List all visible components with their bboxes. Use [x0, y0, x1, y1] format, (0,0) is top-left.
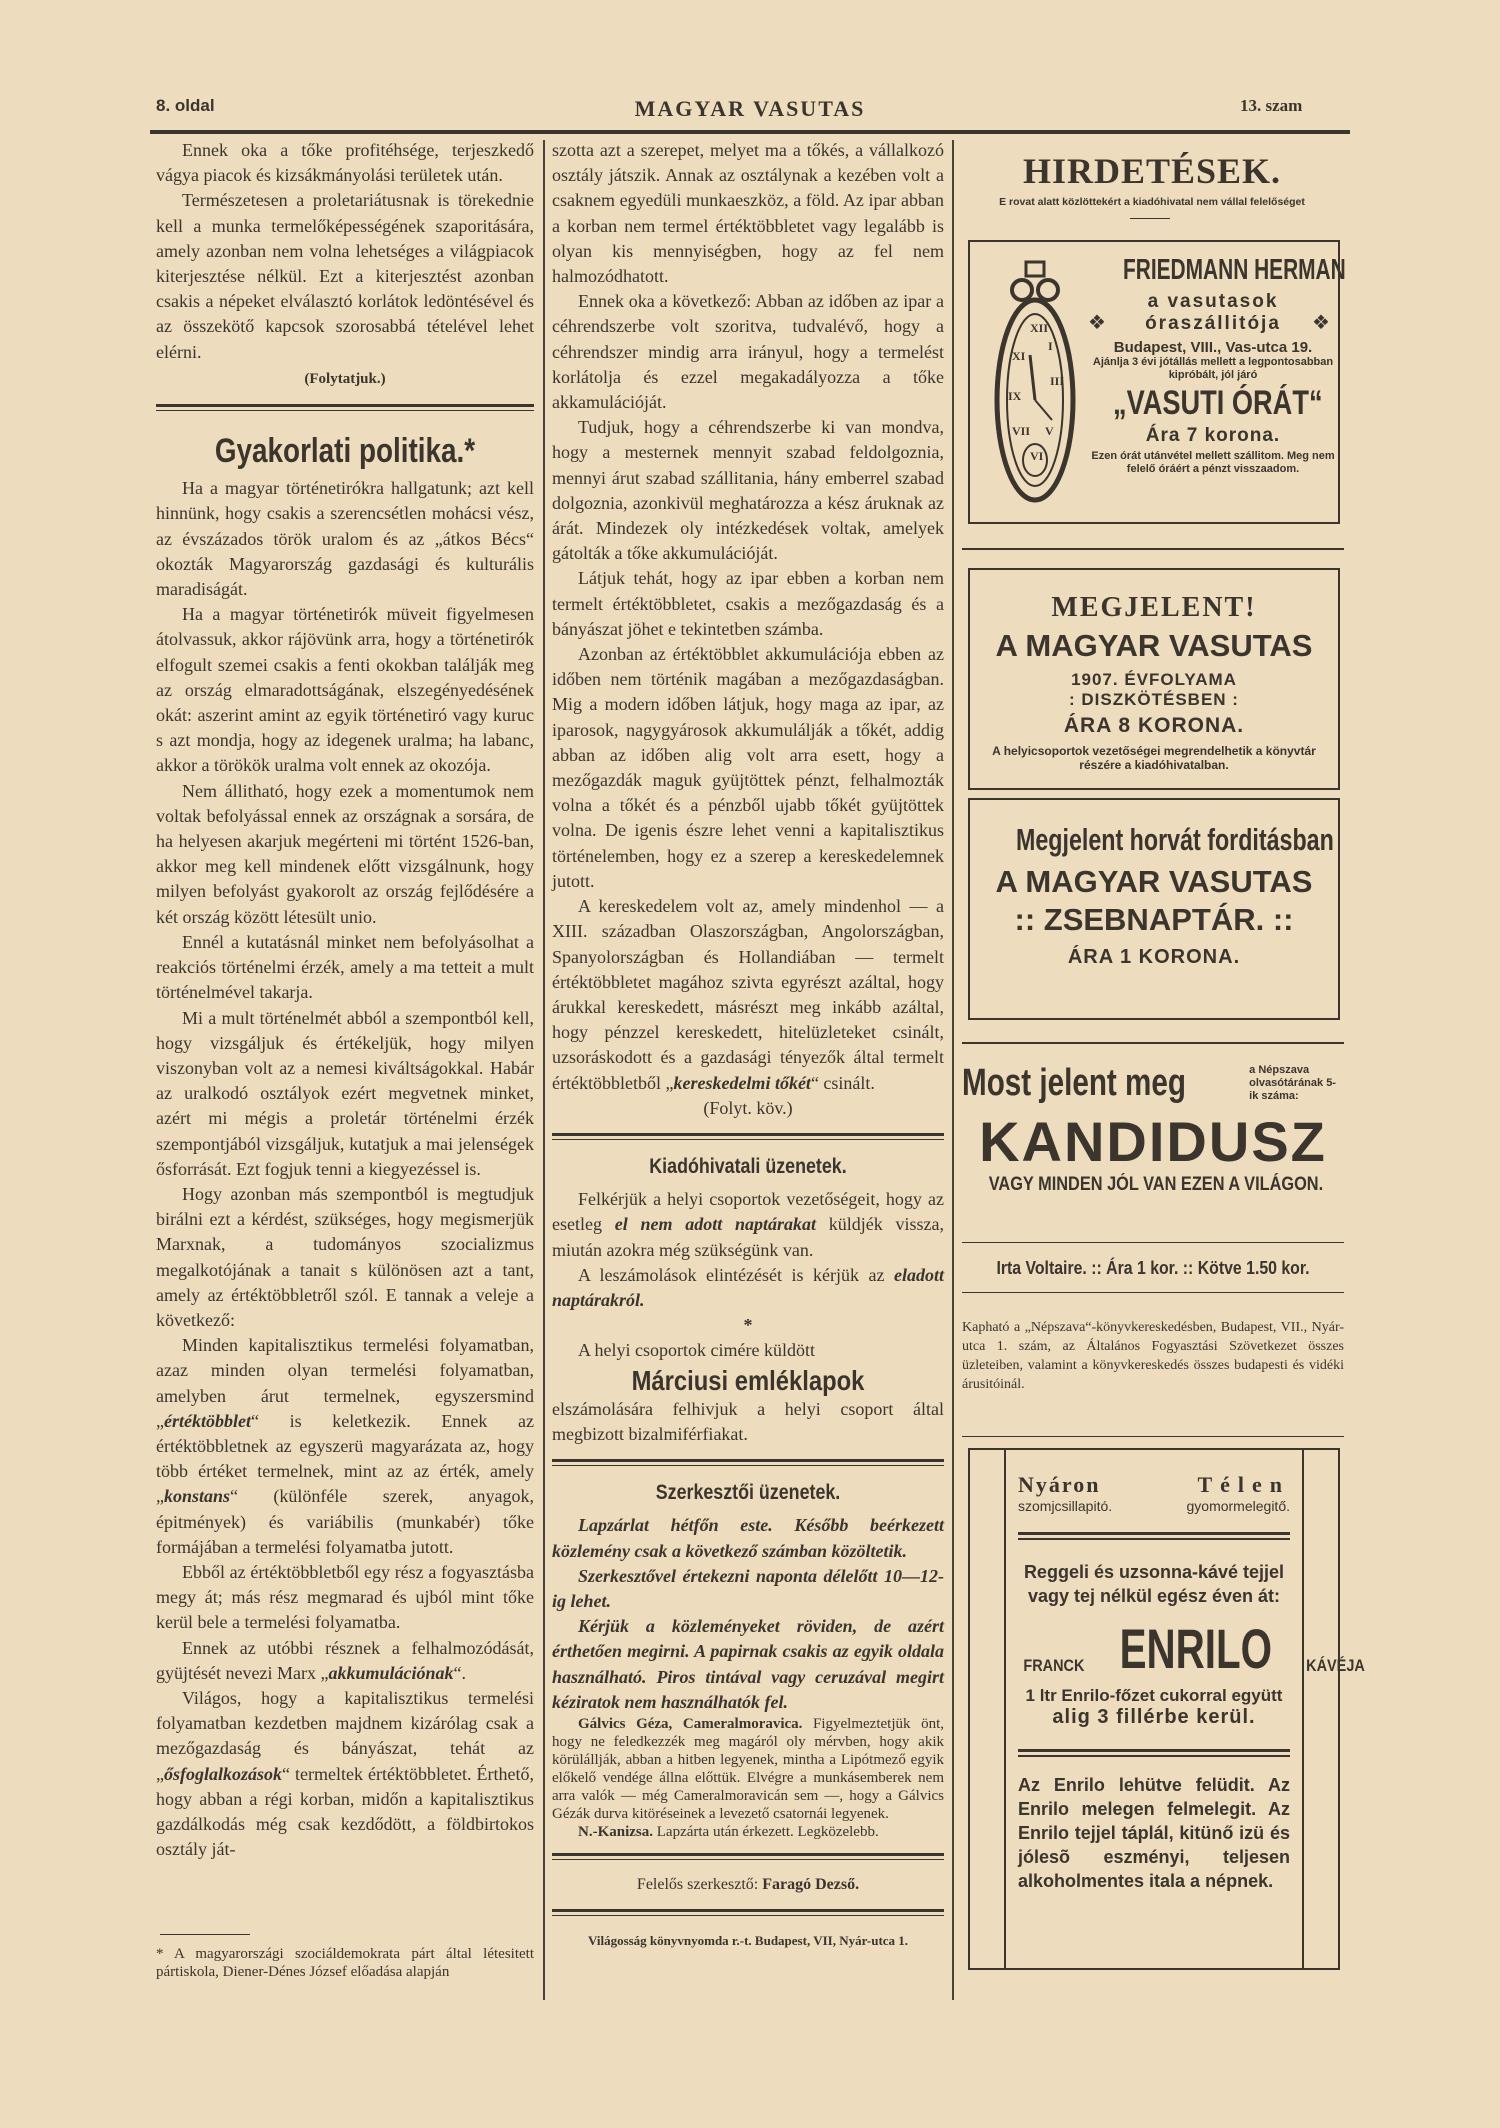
enrilo-benefits: Az Enrilo lehütve felüdit. Az Enrilo melegen felmelegit. Az Enrilo tejjel táplál, kitünő izü és jólesõ eszményi, teljesen alkoholmentes itala a népnek.	[1018, 1775, 1290, 1891]
article-title: Gyakorlati politika.*	[214, 432, 476, 471]
yearbook-year: 1907. ÉVFOLYAMA	[1071, 670, 1237, 689]
ornament-icon: ❖	[1312, 312, 1330, 334]
kandidusz-subtitle: VAGY MINDEN JÓL VAN EZEN A VILÁGON.	[988, 1174, 1324, 1195]
enrilo-content	[1018, 1472, 1366, 1893]
footnote-rule	[160, 1934, 250, 1935]
winter-label: Télen	[1197, 1472, 1290, 1497]
text-run: Figyelmeztetjük önt, hogy ne feledkezzék meg magáról oly mérvben, hogy akik körülállják, abban a hitben legyenek, mintha a Lipótmező egyik előkelő vendége állna előttük. Elvégre a munkásemberek nem arra valók — még Cameralmoravicán sem —, hogy a Gálvics Gézák durva kitöréseinek a levezető csatornái legyenek.	[552, 1715, 944, 1822]
paragraph	[552, 415, 944, 566]
watch-terms: Ezen órát utánvétel mellett szállitom. Meg nem felelő óráért a pénzt visszaadom.	[1091, 450, 1335, 475]
continued-note: (Folytatjuk.)	[304, 370, 386, 387]
enrilo-cost-line-2: alig 3 fillérbe kerül.	[1052, 1706, 1256, 1728]
paragraph	[156, 1636, 534, 1686]
column-1	[156, 138, 534, 1862]
page-number: 8. oldal	[156, 96, 215, 115]
ornament-icon: ❖	[1088, 312, 1106, 334]
paragraph	[552, 138, 944, 289]
text-run: “ csinált.	[810, 1072, 875, 1093]
footnote: * A magyarországi szociáldemokrata párt által létesitett pártiskola, Diener-Dénes József előadása alapján	[156, 1946, 534, 1980]
emphasis: Szerkesztővel értekezni naponta délelőtt 10—12-ig lehet.	[552, 1565, 944, 1611]
merchant-name: FRIEDMANN HERMAN	[1123, 254, 1346, 286]
continuation-body	[552, 138, 944, 1096]
text-run: “ termeltek értéktöbbletet. Érthető, hogy abban a régi korban, midőn a kapitalisztikus gazdálkodás még csak kezdődött, a földbirtokos osztály ját-	[156, 1763, 534, 1860]
svg-text:XI: XI	[1012, 349, 1026, 363]
printer-imprint: Világosság könyvnyomda r.-t. Budapest, VII, Nyár-utca 1.	[587, 1933, 909, 1949]
paragraph	[552, 894, 944, 1096]
editorial-notes	[552, 1715, 944, 1841]
column-2	[552, 138, 944, 1953]
ads-disclaimer: E rovat alatt közlöttekért a kiadóhivatal nem vállal felelőséget	[999, 196, 1305, 208]
paragraph	[552, 1715, 944, 1823]
ornamental-border	[978, 1450, 1006, 1968]
text-run: Ennek oka a következő: Abban az időben az ipar a céhrendszerbe volt szoritva, tudvalévő, hogy a céhrendszer mindig arra irányul, hogy a termelést korlátolja és ezzel megakadályozza a tőke akkamulációját.	[552, 291, 944, 413]
emphasis: akkumulációnak	[328, 1662, 454, 1683]
merchant-tagline-1: a vasutasok	[1147, 291, 1279, 312]
paragraph	[156, 930, 534, 1006]
divider	[1018, 1749, 1290, 1757]
svg-text:V: V	[1045, 424, 1054, 438]
emphasis: eladott naptárakról.	[552, 1264, 944, 1310]
continued-note: (Folyt. köv.)	[703, 1097, 793, 1118]
paragraph	[552, 1187, 944, 1263]
paragraph	[552, 289, 944, 415]
text-run: Ebből az értéktöbbletből egy rész a fogyasztásba megy át; más rész megmarad és ujból mint tőke kerül bele a termelési folyamatba.	[156, 1561, 534, 1633]
svg-text:I: I	[1048, 339, 1053, 353]
paragraph	[156, 1333, 534, 1560]
paragraph	[552, 1263, 944, 1313]
kandidusz-title: KANDIDUSZ	[979, 1110, 1327, 1173]
editorial-messages-title: Szerkesztői üzenetek.	[655, 1481, 841, 1505]
text-run: A leszámolások elintézését is kérjük az	[578, 1264, 894, 1285]
emphasis: konstans	[164, 1486, 231, 1507]
responsible-editor	[552, 1872, 944, 1897]
emphasis: Lapzárlat hétfőn este. Később beérkezett közlemény csak a következő számban közöltetik.	[552, 1515, 944, 1561]
text-run: Ennek oka a tőke profitéhsége, terjeszkedő vágya piacok és kizsákmányolási területek után.	[156, 140, 534, 186]
text-run: Mi a mult történelmét abból a szempontból kell, hogy vizsgáljuk és értékeljük, hogy milyen viszonyban volt az a nemesi kiváltságokkal. Habár az uralkodó osztályok ezért megvetnek minket, azért mi mégis a proletár történelmi érzék szempontjából vizsgáljuk, kutatjuk a mai jelenségek ősforrását. Ezt fogjuk tenni a kiegyezéssel is.	[156, 1007, 534, 1179]
enrilo-coffee-ad	[968, 1448, 1366, 1970]
paragraph	[156, 188, 534, 364]
divider	[1130, 218, 1170, 219]
calendar-price: ÁRA 1 KORONA.	[1067, 946, 1241, 968]
column-divider	[543, 140, 545, 2000]
divider	[962, 1292, 1344, 1293]
text-run: Felkérjük a helyi csoportok vezetőségeit, hogy az esetleg	[552, 1189, 944, 1235]
yearbook-binding: : DISZKÖTÉSBEN :	[1069, 690, 1239, 709]
editor-label: Felelős szerkesztő:	[636, 1875, 759, 1893]
divider	[962, 1436, 1344, 1437]
text-run: Látjuk tehát, hogy az ipar ebben a korban nem termelt értéktöbbletet, csakis a mezőgazdaság és a bányászat jöhet e tekintetben számba.	[552, 568, 944, 639]
text-run: Nem állitható, hogy ezek a momentumok nem voltak befolyással ennek az országnak a sorsára, de ha helyesen akarjuk megérteni mi történt 1526-ban, akkor meg kell mindenek előtt vizsgálnunk, hogy milyen befolyást gyakorolt az ország fejlődésére a két ország között létesült unio.	[156, 780, 534, 927]
yearbook-ad	[968, 568, 1340, 790]
divider	[962, 548, 1344, 550]
section-rule	[552, 1853, 944, 1860]
text-run: Ennek az utóbbi résznek a felhalmozódását, gyüjtését nevezi Marx „	[156, 1637, 534, 1683]
emphasis: Kérjük a közleményeket röviden, de azért érthetően megirni. A papirnak csakis az egyik oldala használható. Piros tintával vagy ceruzával megirt kéziratok nem használhatók fel.	[552, 1616, 944, 1712]
text-run: “ is keletkezik. Ennek az értéktöbbletnek az egyszerü magyarázata az, hogy több értéket termelnek, mint az az érték, amely „	[156, 1410, 534, 1507]
text-run: Ha a magyar történetirókra hallgatunk; azt kell hinnünk, hogy csakis a szerencsétlen mohácsi vész, az évszázados török uralom és az „átkos Bécs“ okozták Magyarország gazdasági és kulturális maradiságát.	[156, 478, 534, 600]
text-run: küldjék vissza, miután azokra még szükségünk van.	[552, 1214, 945, 1260]
watch-ad-content	[1088, 254, 1346, 476]
text-run: Hogy azonban más szempontból is megtudjuk birálni ezt a kérdést, szükséges, hogy megismerjük Marxnak, a tudományos szocializmus megalkotójának a tanait s különösen azt a tant, amely az értéktöbbletről szól. E tannak a veleje a következő:	[156, 1183, 534, 1330]
paragraph	[156, 476, 534, 602]
enrilo-cost-line-1: 1 ltr Enrilo-főzet cukorral együtt	[1025, 1686, 1283, 1705]
editorial-messages	[552, 1513, 944, 1715]
emleklap-text: elszámolására felhivjuk a helyi csoport által megbizott bizalmiférfiakat.	[552, 1398, 944, 1444]
intro-paragraphs	[156, 138, 534, 365]
text-run: Minden kapitalisztikus termelési folyamatban, azaz minden olyan termelési folyamatban, amelyben árut termelnek, egyszersmind „	[156, 1335, 534, 1431]
text-run: “ (különféle szerek, anyagok, épitmények) és variábilis (munkabér) tőke formájában a termelési folyamatba jutott.	[156, 1486, 534, 1557]
issue-number: 13. szam	[1240, 96, 1303, 115]
watch-offer: Ajánlja 3 évi jótállás mellett a legpontosabban kipróbált, jól járó	[1092, 356, 1334, 381]
section-rule	[552, 1909, 944, 1916]
section-rule	[552, 1459, 944, 1466]
summer-label: Nyáron	[1018, 1472, 1101, 1497]
masthead-rule	[150, 130, 1350, 134]
calendar-headline: Megjelent horvát forditásban	[1016, 822, 1334, 857]
text-run: Természetesen a proletariátusnak is törekednie kell a munka termelőképességének szaporitására, amely azonban nem volna lehetséges a világpiacok kiterjesztése nélkül. Ezt a kiterjesztést azonban csakis a népeket elválasztó korlátok ledöntésével és az összekötő kapcsok szorosabbá tételével lehet elérni.	[156, 190, 534, 362]
watch-product: „VASUTI ÓRÁT“	[1113, 384, 1323, 422]
text-run: “.	[453, 1662, 466, 1683]
emphasis: értéktöbblet	[164, 1410, 251, 1431]
divider	[962, 1042, 1344, 1044]
enrilo-brand: ENRILO	[1119, 1617, 1272, 1680]
merchant-tagline-2: óraszállitója	[1145, 313, 1281, 334]
emleklap-intro: A helyi csoportok cimére küldött	[578, 1340, 815, 1361]
text-run: Ennél a kutatásnál minket nem befolyásolhat a reakciós történelmi érzék, amely a ma tetteit a mult történelmével takarja.	[156, 931, 534, 1003]
yearbook-headline: MEGJELENT!	[1051, 592, 1257, 623]
svg-text:VI: VI	[1030, 449, 1044, 463]
paragraph	[552, 1823, 944, 1841]
watch-ad	[968, 240, 1346, 524]
yearbook-ad-content	[970, 570, 1338, 772]
watch-price: Ára 7 korona.	[1145, 425, 1281, 446]
paragraph	[552, 642, 944, 894]
kandidusz-details: Irta Voltaire. :: Ára 1 kor. :: Kötve 1.50 kor.	[996, 1258, 1310, 1278]
yearbook-price: ÁRA 8 KORONA.	[1063, 714, 1245, 737]
text-run: Azonban az értéktöbblet akkumulációja ebben az időben nem történik magában a mezőgazdaságban. Mig a modern időben látjuk, hogy maga az ipar, az iparosok, nagygyárosok akkumulálják a tőkét, addig abban az időben alig volt arra esett, hogy a mezőgazdák maguk gyüjtöttek pénzt, felhalmozták volna a tőkét és a pénzből ujabb tőkét gyüjtöttek volna. De igenis észre lehet venni a kapitalisztikus történelemben, hogy ez a szerep a kereskedelemnek jutott.	[552, 644, 944, 891]
paragraph	[156, 779, 534, 930]
pocket-watch-icon	[990, 260, 1080, 510]
ornamental-border	[1302, 1450, 1330, 1968]
enrilo-brand-left: FRANCK	[1023, 1656, 1085, 1675]
ads-heading: HIRDETÉSEK.	[1022, 151, 1282, 191]
paragraph	[552, 566, 944, 642]
column-divider	[952, 140, 954, 2000]
paragraph	[552, 1513, 944, 1563]
winter-note: gyomormelegitő.	[1186, 1498, 1290, 1514]
paragraph	[156, 138, 534, 188]
pocket-calendar-ad	[968, 798, 1340, 1020]
emphasis: ősfoglalkozások	[164, 1763, 283, 1784]
paragraph	[552, 1564, 944, 1614]
emleklap-title: Márciusi emléklapok	[631, 1364, 865, 1396]
text-run: Lapzárta után érkezett. Legközelebb.	[653, 1823, 879, 1840]
section-rule	[156, 404, 534, 411]
publisher-messages	[552, 1187, 944, 1313]
enrilo-intro: Reggeli és uzsonna-kávé tejjel vagy tej nélkül egész éven át:	[1023, 1562, 1285, 1606]
kandidusz-lead: Most jelent meg	[962, 1062, 1186, 1104]
text-run: A kereskedelem volt az, amely mindenhol — a XIII. században Olaszországban, Angolországban, Spanyolországban és Hollandiában — termelt értéktöbbletet magához szivta egyrészt azáltal, hogy árukkal kereskedett, másrészt meg inkább azáltal, hogy pénzzel kereskedett, hitelüzleteket csinált, uzsoráskodott és a gazdasági tényezők által termelt értéktöbbletből „	[552, 896, 944, 1093]
paragraph	[156, 1182, 534, 1333]
summer-note: szomjcsillapitó.	[1018, 1498, 1113, 1514]
kandidusz-lead-note: a Népszava olvasótárának 5-ik száma:	[1249, 1064, 1336, 1102]
paragraph	[156, 1006, 534, 1182]
paragraph	[156, 1686, 534, 1862]
separator-asterisk: *	[743, 1315, 753, 1336]
kandidusz-availability: Kapható a „Népszava“-könyvkereskedésben, Budapest, VII., Nyár-utca 1. szám, az Általános Fogyasztási Szövetkezet összes üzleteiben, valamint a könyvkereskedés összes budapesti és vidéki árusitóinál.	[962, 1320, 1344, 1392]
text-run: Ha a magyar történetirók müveit figyelmesen átolvassuk, akkor rájövünk arra, hogy a történetirók elfogult szemei csakis a fenti okokban találják meg az ország elmaradottságának, elszegényedésének okát: aszerint amint az egyik történetiró vagy kuruc s azt mondja, hogy az idegenek uralma; ha labanc, akkor a törökök uralma volt ennek az okozója.	[156, 604, 534, 776]
svg-text:IX: IX	[1008, 389, 1022, 403]
bold-lead: Gálvics Géza, Cameralmoravica.	[578, 1715, 803, 1732]
enrilo-brand-right: KÁVÉJA	[1306, 1656, 1366, 1675]
paragraph	[156, 1560, 534, 1636]
yearbook-title: A MAGYAR VASUTAS	[995, 628, 1313, 663]
divider	[962, 1242, 1344, 1243]
emphasis: el nem adott naptárakat	[614, 1214, 817, 1235]
svg-text:III: III	[1050, 374, 1065, 388]
paragraph	[156, 602, 534, 778]
text-run: szotta azt a szerepet, melyet ma a tőkés, a vállalkozó osztály játszik. Annak az osztálynak a kezében volt a csaknem egyedüli munkaeszköz, a föld. Az ipar abban a korban nem termel értéktöbbletet vagy legalább is olyan kis mennyiségben, hogy az fel nem halmozódhatott.	[552, 140, 944, 287]
article-body	[156, 476, 534, 1862]
editor-name: Faragó Dezső.	[762, 1875, 860, 1893]
yearbook-note: A helyicsoportok vezetőségei megrendelhetik a könyvtár részére a kiadóhivatalban.	[992, 744, 1316, 772]
section-rule	[552, 1133, 944, 1140]
svg-text:VII: VII	[1012, 424, 1031, 438]
divider	[1018, 1532, 1290, 1540]
paragraph	[552, 1614, 944, 1715]
text-run: Tudjuk, hogy a céhrendszerbe ki van mondva, hogy a mesternek mennyit szabad feldolgoznia, mennyi árut szabad szállitania, hány emberrel szabad dolgoznia, azonkivül meghatározza a kész áruknak az árát. Mindezek oly intézkedések voltak, amelyek gátolták a tőke akkumulációját.	[552, 417, 944, 564]
merchant-address: Budapest, VIII., Vas-utca 19.	[1113, 339, 1313, 356]
calendar-title: A MAGYAR VASUTAS	[995, 864, 1313, 899]
svg-text:XII: XII	[1030, 321, 1049, 335]
publisher-messages-title: Kiadóhivatali üzenetek.	[649, 1154, 847, 1178]
calendar-ad-content	[970, 800, 1338, 969]
newspaper-title: MAGYAR VASUTAS	[634, 96, 866, 121]
kandidusz-ad	[962, 1062, 1344, 1196]
bold-lead: N.-Kanizsa.	[578, 1823, 653, 1840]
emphasis: kereskedelmi tőkét	[673, 1072, 811, 1093]
calendar-subtitle: :: ZSEBNAPTÁR. ::	[1014, 902, 1294, 937]
text-run: Világos, hogy a kapitalisztikus termelési folyamatban kezdetben majdnem kizárólag csak a mezőgazdaság és bányászat, tehát az „	[156, 1687, 534, 1784]
